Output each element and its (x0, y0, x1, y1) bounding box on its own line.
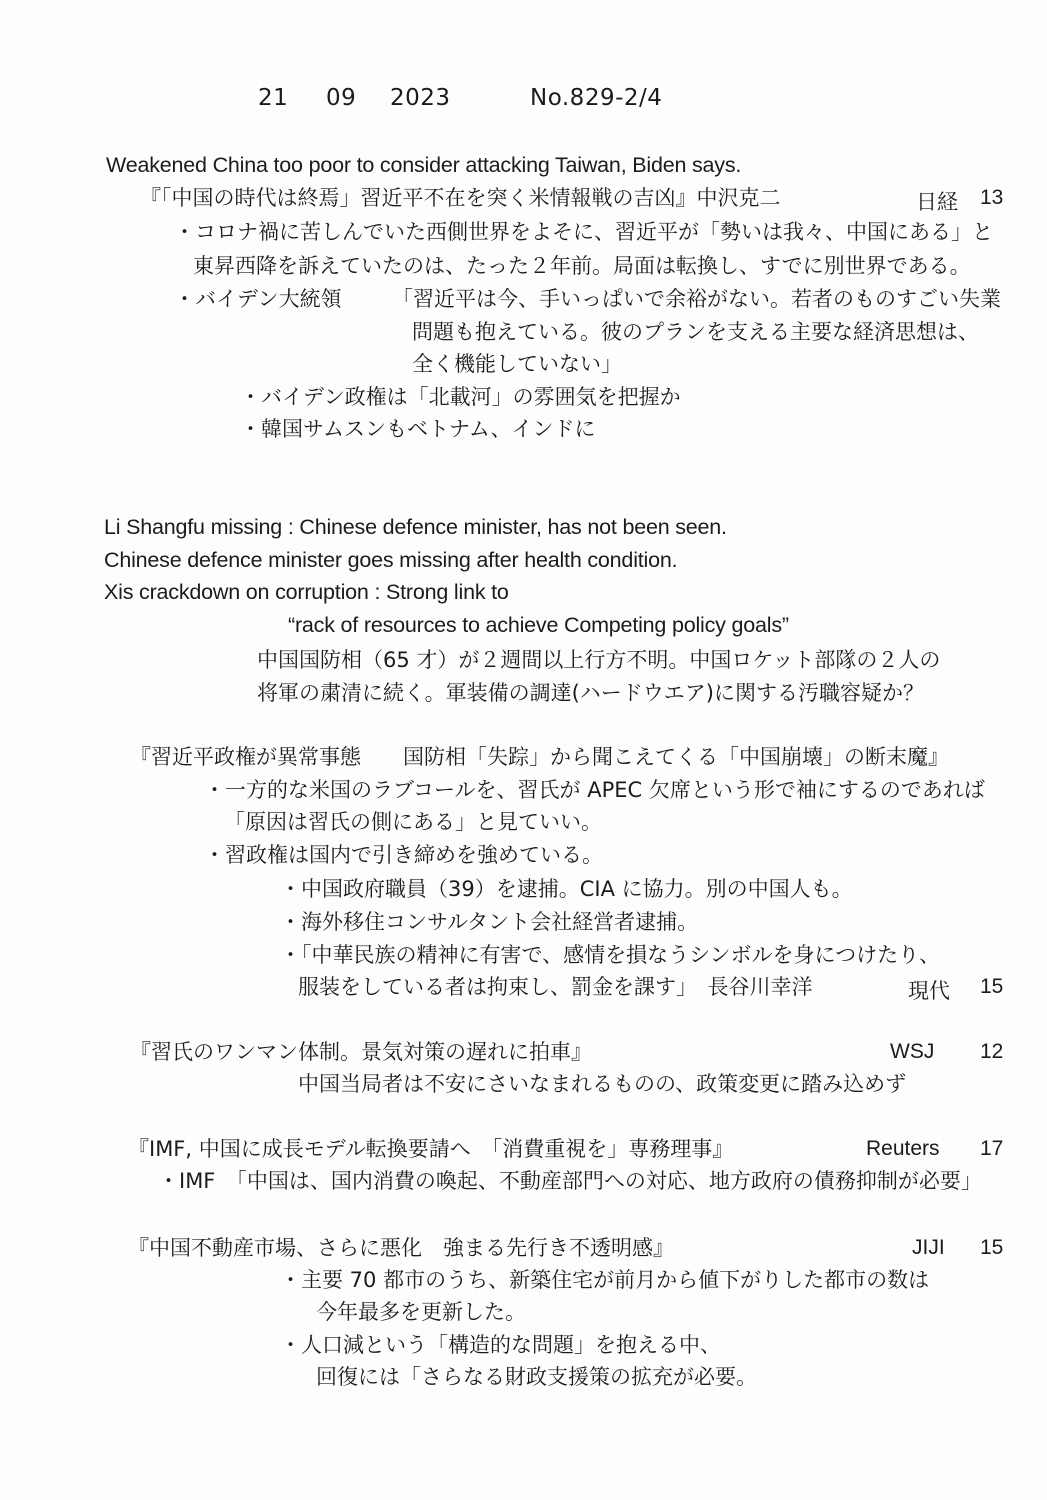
section6-bullet2-line2: 回復には「さらなる財政支援策の拡充が必要。 (316, 1365, 757, 1389)
section6-page: 15 (980, 1236, 1004, 1259)
section1-sub-bullet1: ・バイデン政権は「北載河」の雰囲気を把握か (240, 385, 681, 409)
section2-english-line3: Xis crackdown on corruption : Strong link to (104, 580, 509, 604)
section4-line: 中国当局者は不安にさいなまれるものの、政策変更に踏み込めず (298, 1072, 907, 1096)
section2-english-line1: Li Shangfu missing : Chinese defence minister, has not been seen. (104, 515, 727, 539)
section6-bullet1-line2: 今年最多を更新した。 (316, 1300, 526, 1324)
section1-bullet2-quote1: 「習近平は今、手いっぱいで余裕がない。若者のものすごい失業 (392, 287, 1001, 311)
header-year: 2023 (390, 85, 451, 111)
section6-article-title: 『中国不動産市場、さらに悪化 強まる先行き不透明感』 (128, 1236, 674, 1260)
section4-source: WSJ (890, 1040, 935, 1063)
section2-english-line4: “rack of resources to achieve Competing policy goals” (288, 613, 789, 637)
section3-sub-bullet2: ・海外移住コンサルタント会社経営者逮捕。 (280, 910, 699, 934)
section5-page: 17 (980, 1137, 1004, 1160)
section5-article-title: 『IMF, 中国に成長モデル転換要請へ 「消費重視を」専務理事』 (128, 1137, 734, 1161)
section3-page: 15 (980, 975, 1004, 998)
section1-article-title: 『「中国の時代は終焉」習近平不在を突く米情報戦の吉凶』中沢克二 (140, 186, 781, 210)
header-month: 09 (326, 85, 357, 111)
section2-japanese-line1: 中国国防相（65 才）が２週間以上行方不明。中国ロケット部隊の２人の (257, 648, 941, 672)
section2-english-line2: Chinese defence minister goes missing after health condition. (104, 548, 678, 572)
section6-source: JIJI (912, 1236, 945, 1259)
section2-japanese-line2: 将軍の粛清に続く。軍装備の調達(ハードウエア)に関する汚職容疑か？ (257, 681, 924, 705)
section1-source: 日経 (916, 191, 958, 214)
section1-bullet1-line2: 東昇西降を訴えていたのは、たった２年前。局面は転換し、すでに別世界である。 (193, 254, 971, 278)
section3-source: 現代 (908, 980, 950, 1003)
section3-sub-bullet3-line1: ・「中華民族の精神に有害で、感情を損なうシンボルを身につけたり、 (280, 943, 941, 967)
section3-bullet1-line1: ・一方的な米国のラブコールを、習氏が APEC 欠席という形で袖にするのであれば (204, 778, 985, 802)
section6-bullet1-line1: ・主要 70 都市のうち、新築住宅が前月から値下がりした都市の数は (280, 1268, 930, 1292)
section1-bullet1-line1: ・コロナ禍に苦しんでいた西側世界をよそに、習近平が「勢いは我々、中国にある」と (174, 220, 993, 244)
section6-bullet2-line1: ・人口減という「構造的な問題」を抱える中、 (280, 1333, 721, 1357)
section3-article-title: 『習近平政権が異常事態 国防相「失踪」から聞こえてくる「中国崩壊」の断末魔』 (130, 745, 949, 769)
section3-sub-bullet1: ・中国政府職員（39）を逮捕。CIA に協力。別の中国人も。 (280, 877, 853, 901)
section3-bullet2: ・習政権は国内で引き締めを強めている。 (204, 843, 603, 867)
section1-bullet2-quote2: 問題も抱えている。彼のプランを支える主要な経済思想は、 (412, 320, 979, 344)
header-doc-number: No.829-2/4 (530, 85, 663, 111)
section1-page: 13 (980, 186, 1004, 209)
header-day: 21 (258, 85, 289, 111)
section5-line: ・IMF 「中国は、国内消費の喚起、不動産部門への対応、地方政府の債務抑制が必要」 (158, 1169, 982, 1193)
section1-sub-bullet2: ・韓国サムスンもベトナム、インドに (240, 417, 596, 441)
section4-article-title: 『習氏のワンマン体制。景気対策の遅れに拍車』 (130, 1040, 592, 1064)
section5-source: Reuters (866, 1137, 940, 1160)
section3-sub-bullet3-line2: 服装をしている者は拘束し、罰金を課す」 長谷川幸洋 (298, 975, 813, 999)
section4-page: 12 (980, 1040, 1004, 1063)
section1-bullet2-quote3: 全く機能していない」 (412, 352, 622, 376)
section1-english-headline: Weakened China too poor to consider attacking Taiwan, Biden says. (106, 153, 742, 177)
section3-bullet1-line2: 「原因は習氏の側にある」と見ていい。 (224, 810, 602, 834)
section1-bullet2-label: ・バイデン大統領 (174, 287, 342, 311)
